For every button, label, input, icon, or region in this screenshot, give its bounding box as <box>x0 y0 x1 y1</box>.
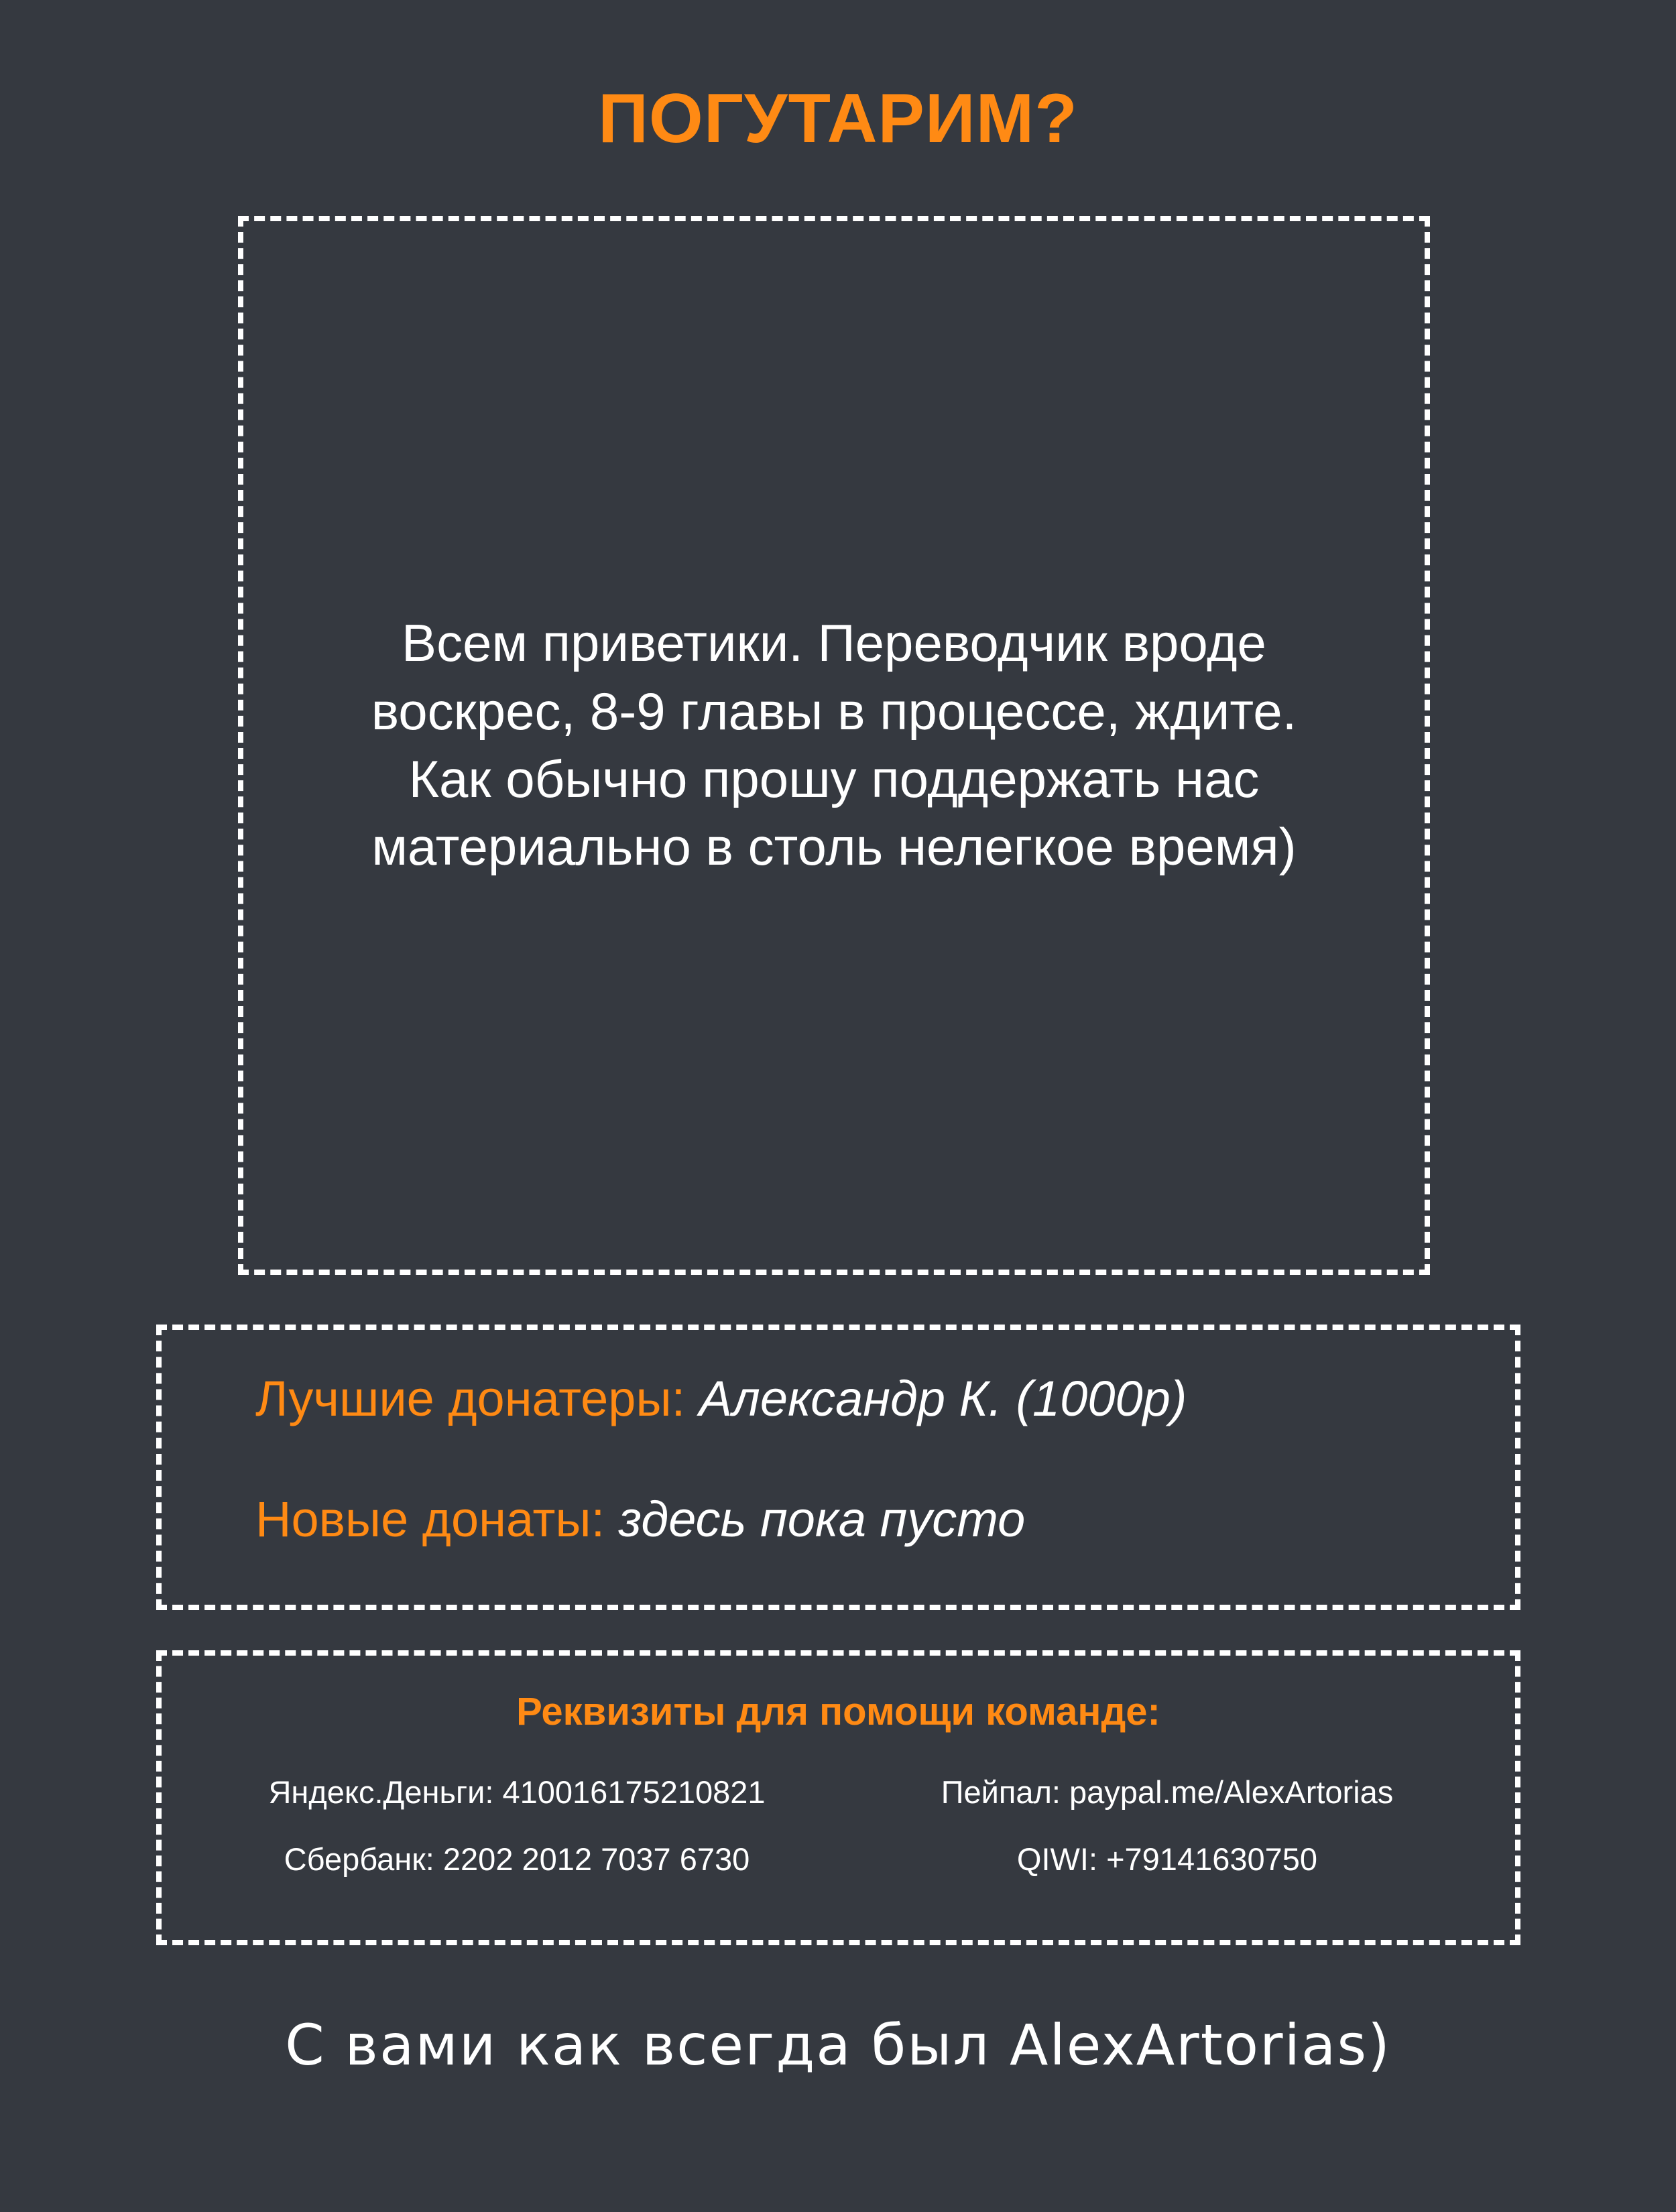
best-donors-label: Лучшие донатеры: <box>255 1371 686 1426</box>
message-line-3: Как обычно прошу поддержать нас <box>408 749 1260 808</box>
new-donations-label: Новые донаты: <box>255 1491 605 1547</box>
requisites-title: Реквизиты для помощи команде: <box>516 1690 1160 1733</box>
paypal-requisite: Пейпал: paypal.me/AlexArtorias <box>941 1774 1394 1810</box>
page-title: ПОГУТАРИМ? <box>598 80 1078 158</box>
best-donors-row <box>255 1370 1187 1427</box>
donors-box <box>156 1325 1520 1610</box>
yandex-money-requisite: Яндекс.Деньги: 410016175210821 <box>268 1774 766 1810</box>
best-donors-value: Александр К. (1000р) <box>699 1371 1187 1426</box>
signature: С вами как всегда был AlexArtorias) <box>285 2012 1391 2078</box>
requisites-box <box>156 1650 1520 1945</box>
message-line-4: материально в столь нелегкое время) <box>371 817 1297 877</box>
new-donations-row <box>255 1491 1025 1548</box>
message-line-1: Всем приветики. Переводчик вроде <box>402 613 1266 673</box>
qiwi-requisite: QIWI: +79141630750 <box>1016 1841 1318 1877</box>
message-text <box>331 609 1337 881</box>
message-line-2: воскрес, 8-9 главы в процессе, ждите. <box>371 681 1297 741</box>
sberbank-requisite: Сбербанк: 2202 2012 7037 6730 <box>284 1841 750 1877</box>
new-donations-value: здесь пока пусто <box>618 1491 1026 1547</box>
message-box <box>238 216 1430 1275</box>
